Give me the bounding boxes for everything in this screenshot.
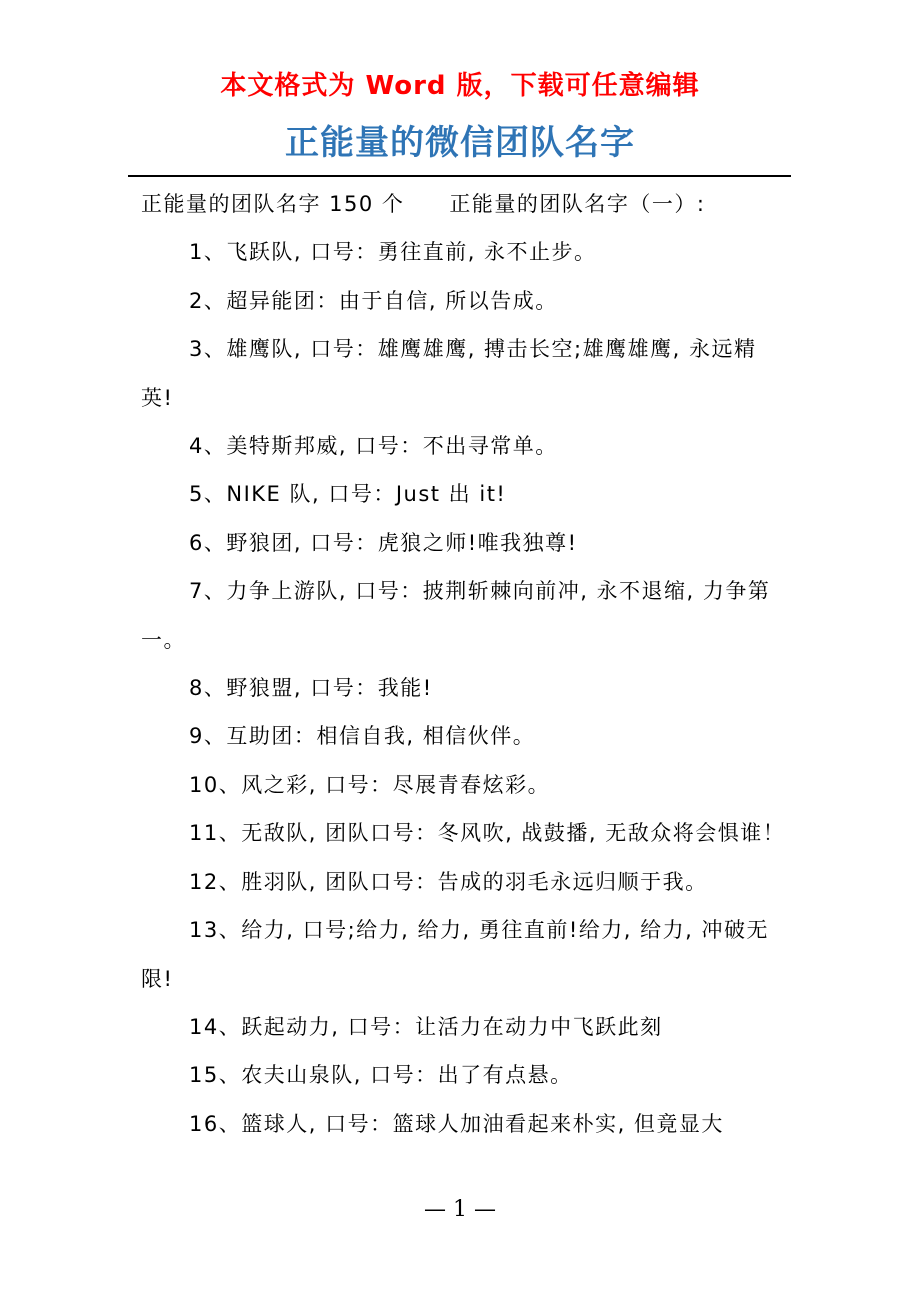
list-item: 15、农夫山泉队, 口号：出了有点悬。: [189, 1063, 573, 1088]
list-item: 2、超异能团：由于自信, 所以告成。: [189, 288, 558, 313]
list-item: 11、无敌队, 团队口号：冬风吹, 战鼓播, 无敌众将会惧谁！: [189, 821, 786, 846]
page-title: 正能量的微信团队名字: [285, 123, 635, 163]
list-item: 1、飞跃队, 口号：勇往直前, 永不止步。: [189, 240, 597, 265]
list-item: 8、野狼盟, 口号：我能!: [189, 676, 433, 701]
list-item: 3、雄鹰队, 口号：雄鹰雄鹰, 搏击长空;雄鹰雄鹰, 永远精英!: [141, 337, 757, 410]
list-item: 9、互助团：相信自我, 相信伙伴。: [189, 724, 536, 749]
list-item: 7、力争上游队, 口号：披荆斩棘向前冲, 永不退缩, 力争第一。: [141, 579, 771, 652]
list-item: 12、胜羽队, 团队口号：告成的羽毛永远归顺于我。: [189, 869, 708, 894]
format-notice: 本文格式为 Word 版，下载可任意编辑: [220, 71, 700, 101]
page-number: — 1 —: [424, 1197, 496, 1222]
list-item: 16、篮球人, 口号：篮球人加油看起来朴实, 但竟显大: [189, 1111, 724, 1136]
list-item: 13、给力, 口号;给力, 给力, 勇往直前!给力, 给力, 冲破无限!: [141, 918, 769, 991]
title-divider: [128, 175, 791, 177]
list-item: 10、风之彩, 口号：尽展青春炫彩。: [189, 772, 551, 797]
list-item: 14、跃起动力, 口号：让活力在动力中飞跃此刻: [189, 1014, 663, 1039]
intro-paragraph: 正能量的团队名字 150 个 正能量的团队名字（一）:: [141, 192, 706, 216]
list-item: 5、NIKE 队, 口号：Just 出 it!: [189, 482, 507, 507]
list-item: 4、美特斯邦威, 口号：不出寻常单。: [189, 434, 558, 459]
list-item: 6、野狼团, 口号：虎狼之师!唯我独尊!: [189, 530, 578, 555]
document-body: [141, 180, 786, 1148]
